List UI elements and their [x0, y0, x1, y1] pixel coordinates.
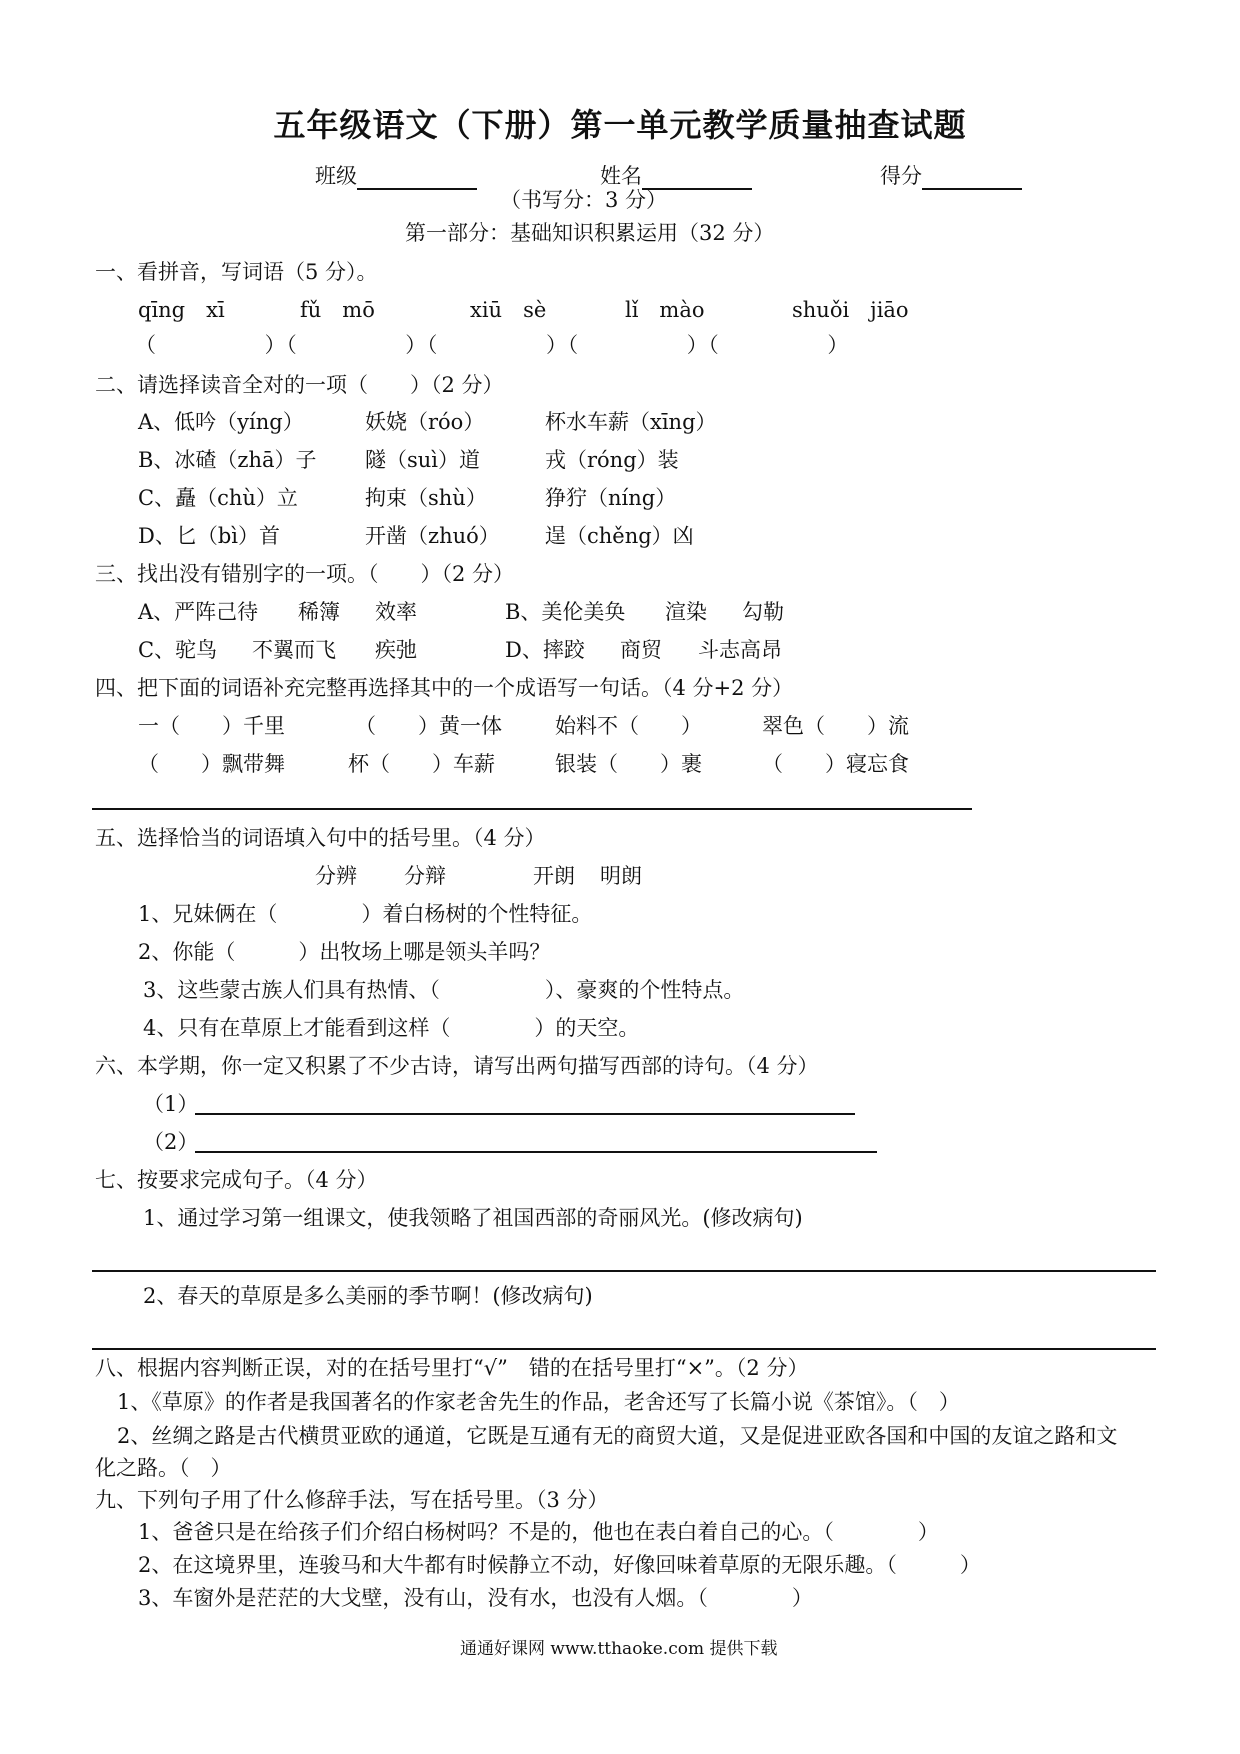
q4-answer-line[interactable] — [92, 808, 972, 810]
score-blank[interactable] — [922, 166, 1022, 190]
q1-pinyin-5: shuǒi jiāo — [792, 298, 909, 322]
q2-option-c-3: 狰狞（níng） — [545, 486, 677, 510]
q1-pinyin-2: fǔ mō — [300, 298, 375, 322]
q3-c-2: 不翼而飞 — [252, 638, 336, 662]
score-field — [880, 160, 1022, 190]
q8-item-2-line-1: 2、丝绸之路是古代横贯亚欧的通道，它既是互通有无的商贸大道，又是促进亚欧各国和中国的友谊之路和文 — [117, 1424, 1118, 1448]
q5-item-4[interactable]: 4、只有在草原上才能看到这样（ ）的天空。 — [143, 1016, 640, 1040]
q3-b-3: 勾勒 — [742, 600, 784, 624]
name-label: 姓名 — [600, 164, 642, 188]
class-blank[interactable] — [357, 166, 477, 190]
q5-item-2[interactable]: 2、你能（ ）出牧场上哪是领头羊吗？ — [138, 940, 551, 964]
q6-item-1-line[interactable] — [195, 1113, 855, 1115]
q3-b-2: 渲染 — [665, 600, 707, 624]
q4-idiom-4[interactable]: 翠色（ ）流 — [762, 714, 909, 738]
q3-a-1: A、严阵己待 — [138, 600, 259, 624]
q3-b-1: B、美伦美奂 — [505, 600, 626, 624]
q5-word-1: 分辨 — [315, 864, 357, 888]
q1-pinyin-1: qīng xī — [138, 298, 225, 322]
q3-c-1: C、驼鸟 — [138, 638, 218, 662]
q3-c-3: 疾弛 — [375, 638, 417, 662]
q2-option-a-3: 杯水车薪（xīng） — [545, 410, 717, 434]
q8-heading: 八、根据内容判断正误，对的在括号里打“√” 错的在括号里打“×”。（2 分） — [95, 1356, 809, 1380]
class-label: 班级 — [315, 164, 357, 188]
q2-option-b-3: 戎（róng）装 — [545, 448, 679, 472]
q2-option-a-2: 妖娆（róo） — [365, 410, 485, 434]
q8-item-2-line-2[interactable]: 化之路。（ ） — [95, 1456, 232, 1480]
q6-item-1-label: （1） — [143, 1092, 199, 1116]
part1-heading: 第一部分：基础知识积累运用（32 分） — [405, 221, 775, 245]
q5-word-3: 开朗 — [533, 864, 575, 888]
q3-d-3: 斗志高昂 — [698, 638, 782, 662]
q2-option-c-1: C、矗（chù）立 — [138, 486, 298, 510]
q4-idiom-1[interactable]: 一（ ）千里 — [138, 714, 285, 738]
q5-word-2: 分辩 — [404, 864, 446, 888]
q9-item-3[interactable]: 3、车窗外是茫茫的大戈壁，没有山，没有水，也没有人烟。（ ） — [138, 1586, 813, 1610]
q3-d-1: D、摔跤 — [505, 638, 585, 662]
writing-score: （书写分：3 分） — [500, 188, 668, 212]
q2-option-a-1: A、低吟（yíng） — [138, 410, 304, 434]
q7-item-1-line[interactable] — [92, 1270, 1156, 1272]
q9-heading: 九、下列句子用了什么修辞手法，写在括号里。（3 分） — [95, 1488, 609, 1512]
q4-idiom-8[interactable]: （ ）寝忘食 — [762, 752, 909, 776]
q4-idiom-5[interactable]: （ ）飘带舞 — [138, 752, 285, 776]
q6-heading: 六、本学期，你一定又积累了不少古诗，请写出两句描写西部的诗句。（4 分） — [95, 1054, 819, 1078]
q1-pinyin-3: xiū sè — [470, 298, 547, 322]
q9-item-1[interactable]: 1、爸爸只是在给孩子们介绍白杨树吗？不是的，他也在表白着自己的心。（ ） — [138, 1520, 939, 1544]
q4-idiom-7[interactable]: 银装（ ）裹 — [555, 752, 702, 776]
score-label: 得分 — [880, 164, 922, 188]
q5-item-1[interactable]: 1、兄妹俩在（ ）着白杨树的个性特征。 — [138, 902, 593, 926]
q1-heading: 一、看拼音，写词语（5 分）。 — [95, 260, 378, 284]
q7-item-2: 2、春天的草原是多么美丽的季节啊！(修改病句) — [143, 1284, 593, 1308]
q7-heading: 七、按要求完成句子。（4 分） — [95, 1168, 378, 1192]
q2-option-c-2: 拘束（shù） — [365, 486, 487, 510]
q1-pinyin-4: lǐ mào — [625, 298, 705, 322]
q7-item-2-line[interactable] — [92, 1348, 1156, 1350]
q2-option-b-1: B、冰碴（zhā）子 — [138, 448, 317, 472]
q5-item-3[interactable]: 3、这些蒙古族人们具有热情、（ ）、豪爽的个性特点。 — [143, 978, 745, 1002]
footer-text: 通通好课网 www.tthaoke.com 提供下载 — [460, 1639, 778, 1659]
q1-answer-brackets[interactable]: （ ）（ ）（ ）（ ）（ ） — [135, 333, 849, 357]
q5-word-4: 明朗 — [600, 864, 642, 888]
q3-d-2: 商贸 — [620, 638, 662, 662]
q3-heading: 三、找出没有错别字的一项。（ ）（2 分） — [95, 562, 515, 586]
q8-item-1[interactable]: 1、《草原》的作者是我国著名的作家老舍先生的作品，老舍还写了长篇小说《茶馆》。（ ） — [117, 1390, 960, 1414]
class-field — [315, 160, 477, 190]
q2-heading: 二、请选择读音全对的一项（ ）（2 分） — [95, 373, 504, 397]
q7-item-1: 1、通过学习第一组课文，使我领略了祖国西部的奇丽风光。(修改病句) — [143, 1206, 803, 1230]
q4-heading: 四、把下面的词语补充完整再选择其中的一个成语写一句话。（4 分+2 分） — [95, 676, 794, 700]
q4-idiom-3[interactable]: 始料不（ ） — [555, 714, 702, 738]
q3-a-3: 效率 — [375, 600, 417, 624]
q4-idiom-2[interactable]: （ ）黄一体 — [355, 714, 502, 738]
q2-option-b-2: 隧（suì）道 — [365, 448, 481, 472]
page-title: 五年级语文（下册）第一单元教学质量抽查试题 — [273, 106, 967, 144]
q3-a-2: 稀簿 — [298, 600, 340, 624]
q4-idiom-6[interactable]: 杯（ ）车薪 — [348, 752, 495, 776]
name-field — [600, 160, 752, 190]
q6-item-2-line[interactable] — [195, 1151, 877, 1153]
q9-item-2[interactable]: 2、在这境界里，连骏马和大牛都有时候静立不动，好像回味着草原的无限乐趣。（ ） — [138, 1553, 981, 1577]
q2-option-d-2: 开凿（zhuó） — [365, 524, 500, 548]
q2-option-d-1: D、匕（bì）首 — [138, 524, 280, 548]
q2-option-d-3: 逞（chěng）凶 — [545, 524, 694, 548]
name-blank[interactable] — [642, 166, 752, 190]
q6-item-2-label: （2） — [143, 1130, 199, 1154]
q5-heading: 五、选择恰当的词语填入句中的括号里。（4 分） — [95, 826, 546, 850]
